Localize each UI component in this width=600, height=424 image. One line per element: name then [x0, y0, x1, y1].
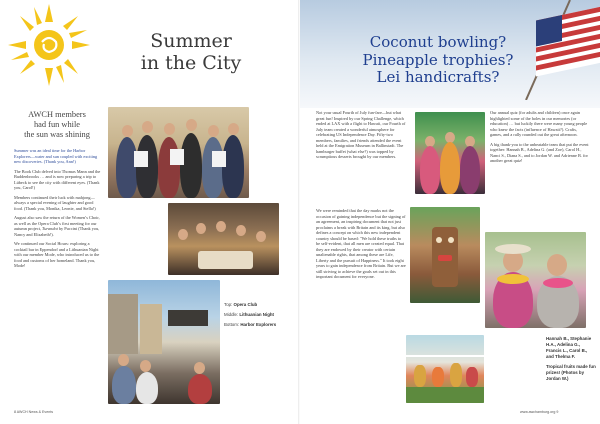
caption-label: Bottom: [224, 322, 240, 327]
right-body-column-2 [490, 110, 590, 168]
caption-value: Harbor Explorers [240, 322, 277, 327]
title-text: Coconut bowling? Pineapple trophies? Lei handicrafts? [362, 33, 514, 86]
paragraph: Members continued their luck with mahjong—always a special evening of laughter and good food. (Thank you, Monika, Leonie, and Stella!) [14, 194, 96, 211]
photo-captions-right [546, 336, 596, 386]
subhead-text: AWCH members had fun while the sun was shining [24, 110, 90, 139]
harbor-explorers-photo [108, 280, 220, 404]
right-body-column-1 [316, 110, 408, 164]
caption-label: Middle: [224, 312, 239, 317]
caption-value: Lithuanian Night [239, 312, 275, 317]
lithuanian-night-photo [168, 203, 279, 275]
caption-value: Opera Club [233, 302, 258, 307]
photo-captions-left [224, 302, 294, 332]
tiki-decoration-photo [410, 207, 480, 303]
caption-value: Hannah B., Stephanie H.A., Adelina G., Francis L., Carol B., and Thelma F. [546, 336, 592, 359]
paragraph: Not your usual Fourth of July fun-fare—but what great fun! Inspired by our Spring Challenge, which ended at LAX with a flight to Hawaii, our Fourth of July team created a wonderful atmosphere for celebrating US Independence Day. Fifty-two members, families, and friends attended the event held at the Emigration Museum in Ballinstadt. The hamburger buffet (what else?) was topped by scrumptious desserts brought by our members. [316, 110, 406, 159]
right-page [300, 0, 600, 424]
title-line: Summer in the City [140, 30, 242, 74]
caption-value: Tropical fruits made fun prizes! (Photos by Jordan W.) [546, 364, 596, 381]
caption [224, 302, 294, 308]
left-body-column [14, 148, 102, 273]
caption [224, 322, 294, 328]
caption-label: Top: [224, 302, 233, 307]
page-footer-right: www.awchamburg.org 9 [520, 410, 559, 414]
page-title-right [348, 34, 528, 87]
caption [546, 364, 596, 382]
caption [224, 312, 294, 318]
paragraph: We continued our Social Hours: exploring a cocktail bar in Eppendorf and a Lithuanian Night with our member Mode, who introduced us to the food and customs of her homeland. Thank you, Mode! [14, 241, 100, 268]
sun-icon [6, 2, 92, 88]
subheading [14, 110, 100, 140]
paragraph: The Book Club delved into Thomas Mann and the Buddenbrooks … and is now preparing a trip to Lübeck to see the city with different eyes. (Thank you, Carol!) [14, 168, 101, 190]
women-with-leis-photo [485, 232, 586, 328]
tropical-fruits-photo [406, 335, 484, 403]
page-title-left [126, 30, 256, 74]
paragraph: We were reminded that the day marks not the occasion of gaining independence but the signing of an agreement, an inspiring document that not just proclaims a break with Britain and its king, but also defines a concept on which this new independent country should be based: "We hold these truths to be self-evident, that all men are created equal. That they are endowed by their creator with certain unalienable rights, that among these are Life, Liberty and the pursuit of Happiness." It took eight years to gain independence from Britain. But we are still striving to achieve the goals set out in this important document for everyone. [316, 208, 406, 279]
caption [546, 336, 596, 360]
paragraph: Summer was an ideal time for the Harbor Explorers—water and sun coupled with exciting new discoveries. (Thank you, Ann!) [14, 148, 98, 164]
page-footer-left: 8 AWCH News & Events [14, 410, 54, 414]
paragraph: August also saw the return of the Women’s Choir, as well as the Opera Club’s first meeting for our autumn project, Turandot by Puccini (Thank you, Nancy and Elizabeth!). [14, 215, 100, 237]
right-body-column-1b [316, 208, 406, 284]
hawaii-party-photo [415, 112, 485, 194]
paragraph: Our annual quiz (for adults and children) once again highlighted some of the holes in our memories (or education) … but luckily there were many young people who knew the facts (influence of Hawaii?). Crafts, games, and a rally rounded out the great afternoon. [490, 110, 588, 137]
opera-club-photo [108, 107, 249, 198]
paragraph: A big thank-you to the unbeatable team that put the event together: Hannah B., Adelina G. (and Zoe), Carol H., Nanci S., Diana S., and to Jordan W. and Adrienne B. for another great quiz! [490, 141, 589, 163]
